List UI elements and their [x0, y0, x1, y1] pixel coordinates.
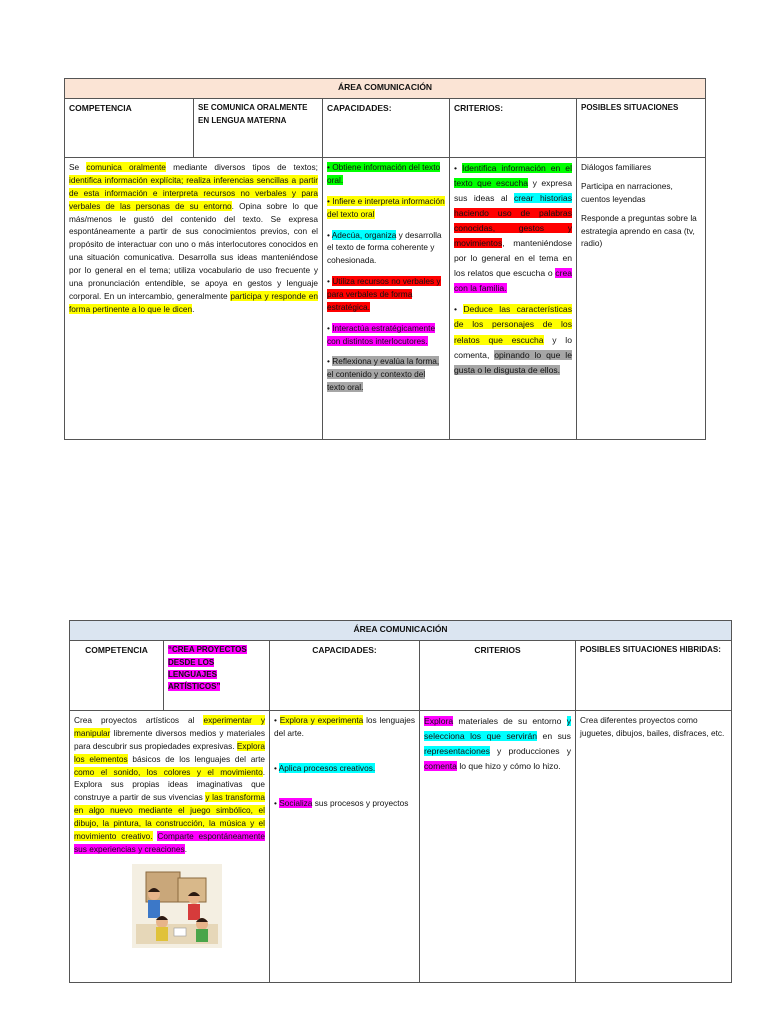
- highlighted-text: Aplica procesos creativos.: [278, 762, 376, 773]
- text-run: y producciones y: [489, 746, 571, 757]
- capacidades-list: [323, 158, 450, 440]
- header-situaciones: POSIBLES SITUACIONES: [577, 99, 706, 158]
- text-run: en sus: [537, 731, 571, 742]
- text-run: Crea proyectos artísticos al: [74, 715, 204, 726]
- highlighted-text: Utiliza recursos no verbales y para verbales de forma estratégica.: [327, 276, 441, 312]
- highlighted-text: como el sonido, los colores y el movimiento: [74, 766, 263, 777]
- competencia-description: [65, 158, 323, 440]
- list-item: [327, 195, 445, 221]
- list-item: [327, 161, 445, 187]
- text-run: •: [454, 163, 462, 174]
- highlighted-text: comunica oralmente: [86, 162, 166, 173]
- text-run: •: [327, 229, 332, 240]
- text-run: . Opina sobre lo que más/menos le gustó del contenido del texto. Se expresa espontáneamente a partir de sus conocimientos previos, con el propósito de interactuar con uno o más interlocutores conocidos en una situación comunicativa. Desarrolla sus ideas manteniéndose por lo general en el tema; utiliza vocabulario de uso frecuente y una pronunciación entendible, se apoya en gestos y lenguaje corporal. En un intercambio, generalmente: [69, 200, 318, 301]
- situacion-item: Crea diferentes proyectos como juguetes, dibujos, bailes, disfraces, etc.: [580, 715, 725, 739]
- text-run: y lo comenta,: [454, 334, 572, 360]
- criterios-list: [450, 158, 577, 440]
- highlighted-text: representaciones: [424, 746, 490, 757]
- list-item: [274, 797, 415, 810]
- highlighted-text: Comparte espontáneamente sus experiencias y creaciones: [74, 830, 265, 854]
- text-run: básicos de los lenguajes del arte: [127, 753, 265, 764]
- text-run: y desarrolla el texto de forma coherente y cohesionada.: [327, 229, 442, 266]
- highlighted-text: opinando lo que le gusta o le disgusta de ellos.: [454, 349, 572, 375]
- highlighted-text: • Obtiene información del texto oral.: [327, 162, 441, 186]
- text-run: y expresa sus ideas al: [454, 178, 572, 204]
- highlighted-text: • Infiere e interpreta información del texto oral: [327, 195, 445, 219]
- highlighted-text: Deduce las características de los personajes de los relatos que escucha: [454, 304, 572, 345]
- table-title: ÁREA COMUNICACIÓN: [70, 621, 732, 641]
- competencia-description: [70, 711, 270, 983]
- list-item: [454, 161, 572, 296]
- text-run: •: [274, 762, 279, 773]
- list-item: [274, 762, 415, 775]
- text-run: •: [327, 276, 333, 287]
- highlighted-text: Identifica información en el texto que escucha: [454, 163, 572, 189]
- text-run: materiales de su entorno: [453, 716, 567, 727]
- children-playing-illustration: [132, 864, 222, 948]
- text-run: mediante diversos tipos de textos;: [165, 162, 318, 173]
- list-item: [454, 302, 572, 377]
- header-criterios: CRITERIOS:: [450, 99, 577, 158]
- competencia-name-highlight: “CREA PROYECTOS DESDE LOS LENGUAJES ARTÍSTICOS”: [168, 645, 247, 692]
- highlighted-text: haciendo uso de palabras conocidas, gestos y movimientos: [454, 208, 572, 249]
- highlighted-text: Interactúa estratégicamente con distintos interlocutores.: [327, 322, 436, 346]
- text-run: .: [184, 843, 187, 854]
- situacion-item: Diálogos familiares: [581, 162, 652, 173]
- header-competencia: COMPETENCIA: [65, 99, 194, 158]
- header-capacidades: CAPACIDADES:: [323, 99, 450, 158]
- highlighted-text: y las transforma en algo nuevo mediante el juego simbólico, el dibujo, la pintura, la construcción, la música y el movimiento creativo.: [74, 792, 265, 841]
- highlighted-text: Reflexiona y evalúa la forma, el contenido y contexto del texto oral.: [327, 356, 440, 393]
- text-run: lo que hizo y cómo lo hizo.: [456, 761, 561, 772]
- list-item: [327, 355, 445, 394]
- list-item: [327, 275, 445, 314]
- text-run: , manteniéndose por lo general en el tema en los relatos que escucha o: [454, 238, 572, 279]
- text-run: . Explora sus propias ideas imaginativas que construye a partir de sus vivencias: [74, 766, 265, 803]
- highlighted-text: crear historias: [513, 193, 572, 204]
- situaciones-list: [577, 158, 706, 440]
- situacion-item: Participa en narraciones, cuentos leyendas: [581, 181, 673, 204]
- list-item: [424, 714, 571, 774]
- text-run: •: [274, 715, 280, 726]
- highlighted-text: identifica información explícita; realiza inferencias sencillas a partir de esta información e interpreta recursos no verbales y para verbales de las personas de su entorno: [69, 175, 318, 211]
- header-capacidades: CAPACIDADES:: [270, 641, 420, 711]
- highlighted-text: Explora: [424, 716, 454, 727]
- text-run: •: [274, 797, 280, 808]
- highlighted-text: Explora y experimenta: [279, 715, 364, 726]
- text-run: •: [327, 322, 333, 333]
- table-area-comunicacion-2: [69, 620, 732, 983]
- text-run: sus procesos y proyectos: [312, 797, 409, 808]
- list-item: [327, 322, 445, 348]
- situacion-item: Responde a preguntas sobre la estrategia aprendo en casa (tv, radio): [581, 212, 697, 249]
- highlighted-text: Explora los elementos: [74, 740, 265, 764]
- situaciones-list: [576, 711, 732, 983]
- header-competencia-name: SE COMUNICA ORALMENTE EN LENGUA MATERNA: [194, 99, 323, 158]
- table-area-comunicacion-1: [64, 78, 706, 440]
- highlighted-text: comenta: [424, 761, 457, 772]
- capacidades-list: [270, 711, 420, 983]
- header-competencia: COMPETENCIA: [70, 641, 164, 711]
- table-title: ÁREA COMUNICACIÓN: [65, 79, 706, 99]
- text-run: Se: [69, 162, 87, 173]
- highlighted-text: experimentar y manipular: [74, 715, 266, 739]
- criterios-list: [420, 711, 576, 983]
- header-situaciones: POSIBLES SITUACIONES HIBRIDAS:: [576, 641, 732, 711]
- list-item: [274, 714, 415, 740]
- highlighted-text: participa y responde en forma pertinente a lo que le dicen: [69, 290, 318, 314]
- text-run: los lenguajes del arte.: [274, 715, 415, 739]
- highlighted-text: Adecúa, organiza: [331, 229, 397, 240]
- list-item: [327, 229, 445, 268]
- highlighted-text: crea con la familia.: [454, 268, 572, 294]
- text-run: •: [454, 304, 464, 315]
- highlighted-text: Socializa: [279, 797, 313, 808]
- header-criterios: CRITERIOS: [420, 641, 576, 711]
- text-run: .: [192, 303, 195, 314]
- text-run: •: [327, 356, 333, 367]
- highlighted-text: y selecciona los que servirán: [424, 716, 571, 742]
- header-competencia-name: [164, 641, 270, 711]
- text-run: libremente diversos medios y materiales para descubrir sus propiedades expresivas.: [74, 728, 265, 751]
